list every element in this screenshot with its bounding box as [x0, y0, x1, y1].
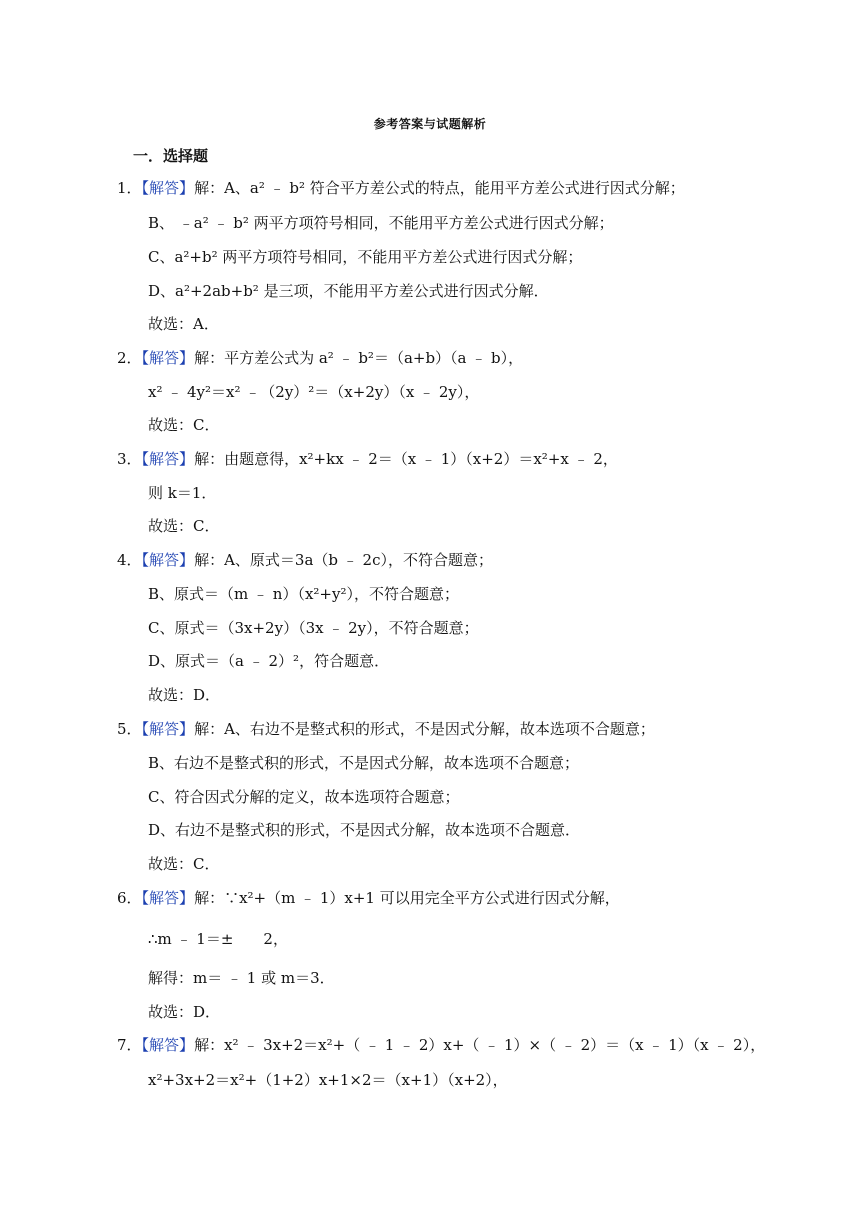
answer-choice: 故选：C． [148, 517, 220, 535]
question-2 [117, 347, 523, 369]
answer-tag: 【解答】 [141, 1036, 195, 1054]
answer-line: D、a²+2ab+b² 是三项，不能用平方差公式进行因式分解． [148, 282, 549, 300]
question-1 [117, 177, 685, 199]
answer-line: 解：A、a² ﹣ b² 符合平方差公式的特点，能用平方差公式进行因式分解； [194, 179, 685, 197]
answer-choice: 故选：D． [148, 1003, 221, 1021]
page-title: 参考答案与试题解析 [373, 117, 487, 131]
question-number: 5． [117, 720, 142, 738]
answer-line: B、原式＝（m ﹣ n）（x²+y²），不符合题意； [148, 585, 459, 603]
answer-line: B、 ﹣a² ﹣ b² 两平方项符号相同，不能用平方差公式进行因式分解； [148, 214, 614, 232]
answer-choice: 故选：C． [148, 855, 220, 873]
answer-tag: 【解答】 [141, 450, 195, 468]
section-heading: 一．选择题 [133, 147, 209, 165]
answer-line: C、原式＝（3x+2y）（3x ﹣ 2y），不符合题意； [148, 619, 479, 637]
answer-line: C、符合因式分解的定义，故本选项符合题意； [148, 788, 460, 806]
answer-line: ∴m ﹣ 1＝± 2， [148, 930, 288, 948]
answer-choice: 故选：D． [148, 686, 221, 704]
question-5 [117, 718, 655, 740]
answer-tag: 【解答】 [141, 349, 195, 367]
answer-tag: 【解答】 [141, 889, 195, 907]
answer-line: x²+3x+2＝x²+（1+2）x+1×2＝（x+1）（x+2）， [148, 1071, 508, 1089]
question-number: 2． [117, 349, 142, 367]
answer-line: 解：x² ﹣ 3x+2＝x²+（ ﹣ 1 ﹣ 2）x+（ ﹣ 1）×（ ﹣ 2）＝（x ﹣ 1）（x ﹣ 2）， [194, 1036, 766, 1054]
answer-line: x² ﹣ 4y²＝x² ﹣（2y）²＝（x+2y）（x ﹣ 2y）， [148, 383, 480, 401]
question-number: 3． [117, 450, 142, 468]
question-4 [117, 549, 493, 571]
answer-line: 解：∵x²+（m ﹣ 1）x+1 可以用完全平方公式进行因式分解， [194, 889, 620, 907]
answer-line: 解：A、右边不是整式积的形式，不是因式分解，故本选项不合题意； [194, 720, 655, 738]
answer-line: D、右边不是整式积的形式，不是因式分解，故本选项不合题意． [148, 821, 581, 839]
answer-tag: 【解答】 [141, 720, 195, 738]
question-number: 7． [117, 1036, 142, 1054]
question-number: 6． [117, 889, 142, 907]
answer-tag: 【解答】 [141, 179, 195, 197]
question-7 [117, 1034, 765, 1056]
question-number: 1． [117, 179, 142, 197]
question-6 [117, 887, 620, 909]
question-3 [117, 448, 618, 470]
answer-line: 则 k＝1． [148, 484, 217, 502]
answer-line: C、a²+b² 两平方项符号相同，不能用平方差公式进行因式分解； [148, 248, 583, 266]
answer-line: 解：平方差公式为 a² ﹣ b²＝（a+b）（a ﹣ b）， [194, 349, 524, 367]
answer-tag: 【解答】 [141, 551, 195, 569]
question-number: 4． [117, 551, 142, 569]
answer-choice: 故选：C． [148, 416, 220, 434]
answer-choice: 故选：A． [148, 315, 219, 333]
answer-line: 解：由题意得，x²+kx ﹣ 2＝（x ﹣ 1）（x+2）＝x²+x ﹣ 2， [194, 450, 618, 468]
answer-line: 解：A、原式＝3a（b ﹣ 2c），不符合题意； [194, 551, 493, 569]
answer-line: D、原式＝（a ﹣ 2）²，符合题意． [148, 652, 390, 670]
answer-line: B、右边不是整式积的形式，不是因式分解，故本选项不合题意； [148, 754, 580, 772]
answer-line: 解得：m＝ ﹣ 1 或 m＝3． [148, 969, 335, 987]
